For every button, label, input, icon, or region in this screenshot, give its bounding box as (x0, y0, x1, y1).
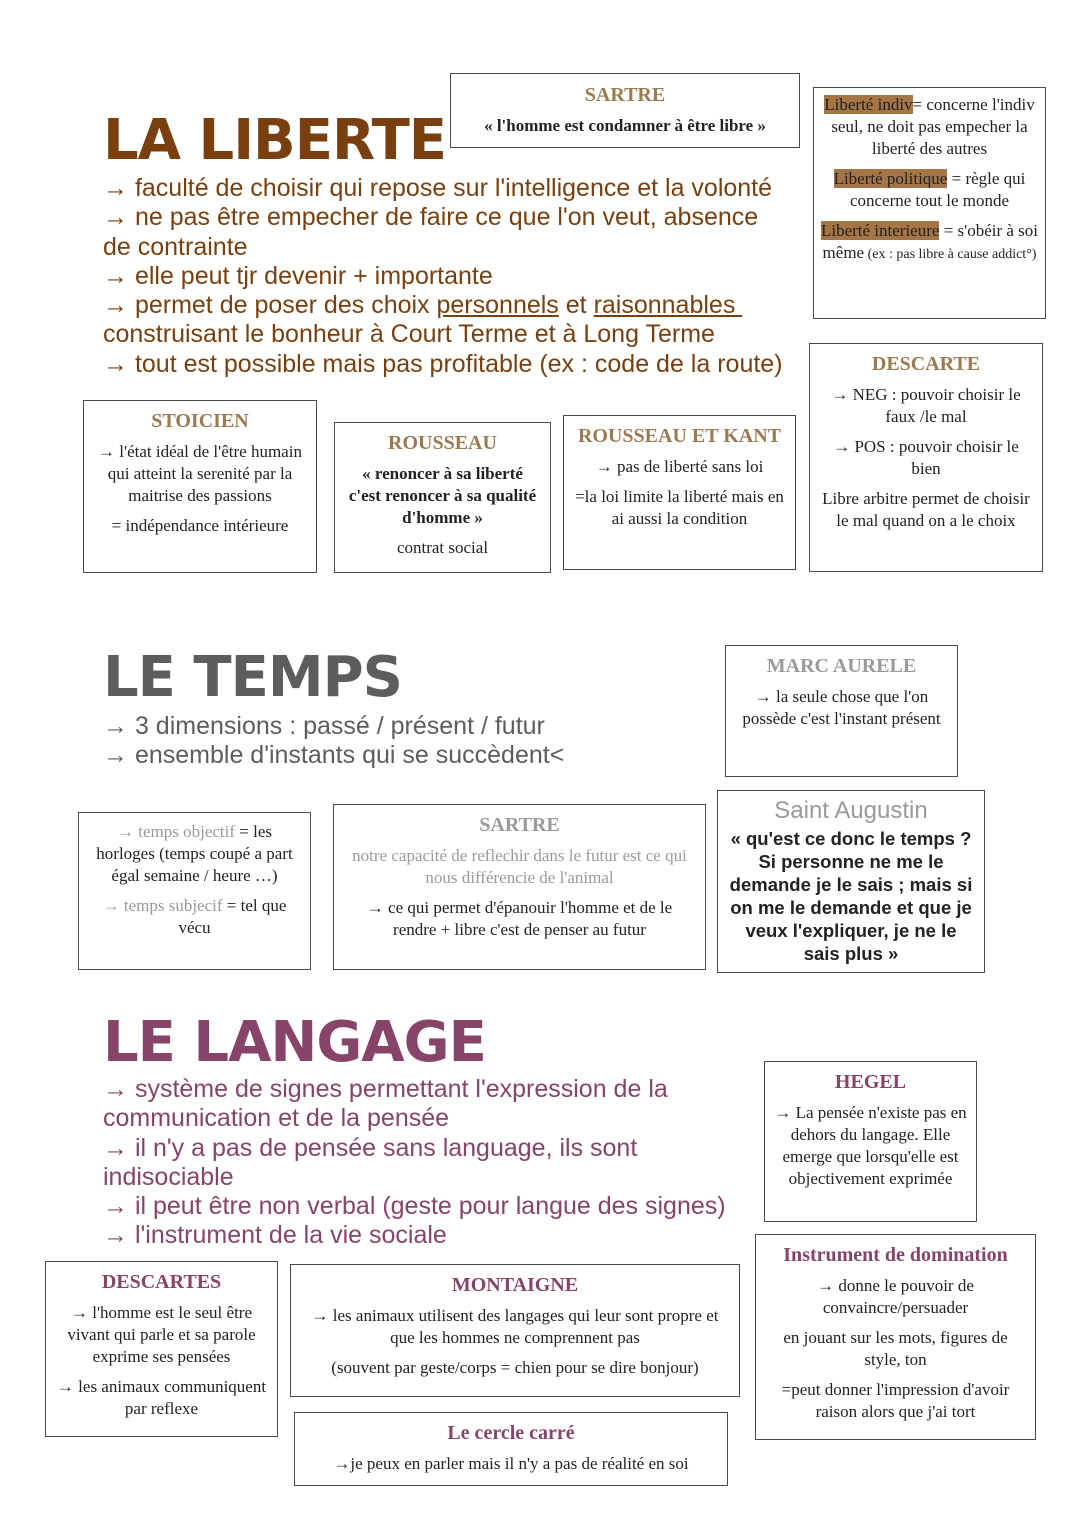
highlight-term: Liberté interieure (820, 221, 940, 240)
liberte-body (103, 174, 783, 379)
langage-line: → il n'y a pas de pensée sans language, ils sont (103, 1133, 638, 1162)
descartes-liberte-box (809, 343, 1043, 572)
langage-body (103, 1075, 726, 1251)
box-title: ROUSSEAU ET KANT (577, 425, 782, 447)
term-definition: = s'obéir à soi même (822, 221, 1039, 262)
highlight-term: Liberté indiv (824, 95, 913, 114)
box-text: → NEG : pouvoir choisir le faux /le mal (831, 385, 1021, 426)
langage-line: indisociable (103, 1162, 234, 1191)
langage-line: communication et de la pensée (103, 1104, 450, 1133)
box-text: contrat social (396, 538, 489, 557)
box-text (89, 895, 300, 939)
box-text: → l'homme est le seul être vivant qui parle et sa parole exprime ses pensées (67, 1303, 256, 1366)
box-title: DESCARTES (101, 1271, 222, 1293)
liberte-line: → ne pas être empecher de faire ce que l'on veut, absence (103, 203, 759, 232)
grey-term: → temps objectif (116, 822, 236, 841)
stoicien-box (83, 400, 317, 573)
temps-line: → ensemble d'instants qui se succèdent< (103, 741, 565, 770)
box-text: = indépendance intérieure (111, 516, 289, 535)
box-text (89, 821, 300, 887)
liberte-line: de contrainte (103, 232, 248, 261)
hegel-box (764, 1061, 977, 1222)
grey-term: → temps subjecif (102, 896, 223, 915)
box-quote: « l'homme est condamner à être libre » (484, 116, 766, 135)
term-definition: = tel que vécu (178, 896, 287, 937)
liberte-types-box (813, 87, 1046, 319)
liberte-line (103, 291, 783, 320)
box-title: MONTAIGNE (451, 1274, 579, 1296)
langage-line: → l'instrument de la vie sociale (103, 1221, 447, 1250)
cercle-carre-box (294, 1412, 728, 1486)
liberte-line: → tout est possible mais pas profitable (ex : code de la route) (103, 349, 783, 378)
box-text: Libre arbitre permet de choisir le mal quand on a le choix (822, 489, 1030, 530)
box-title: Instrument de domination (783, 1244, 1008, 1266)
term-definition: = les horloges (temps coupé a part égal semaine / heure …) (96, 822, 293, 885)
box-text: en jouant sur les mots, figures de style, ton (783, 1328, 1008, 1369)
liberte-underlined-word: personnels (436, 291, 559, 320)
liberte-title: LA LIBERTE (103, 108, 447, 173)
box-text: (souvent par geste/corps = chien pour se dire bonjour) (331, 1358, 699, 1377)
liberte-line: → elle peut tjr devenir + importante (103, 261, 493, 290)
sartre-temps-box (333, 804, 706, 970)
term-example: (ex : pas libre à cause addict°) (864, 247, 1037, 262)
langage-line: → système de signes permettant l'expression de la (103, 1075, 668, 1103)
montaigne-box (290, 1264, 740, 1397)
liberte-line: → faculté de choisir qui repose sur l'intelligence et la volonté (103, 174, 773, 202)
term-definition: = concerne l'indiv seul, ne doit pas empecher la liberté des autres (831, 95, 1035, 158)
box-text: → La pensée n'existe pas en dehors du langage. Elle emerge que lorsqu'elle est objectivement exprimée (774, 1103, 967, 1188)
liberte-line-part: et (558, 291, 594, 320)
box-text: → pas de liberté sans loi (595, 457, 764, 476)
term-definition: = règle qui concerne tout le monde (849, 169, 1026, 210)
box-title: Saint Augustin (774, 797, 928, 824)
box-text: → POS : pouvoir choisir le bien (833, 437, 1019, 478)
box-title: HEGEL (834, 1071, 907, 1093)
highlight-term: Liberté politique (833, 169, 948, 188)
descartes-langage-box (45, 1261, 278, 1437)
liberte-line-part: → permet de poser des choix (103, 291, 437, 320)
box-title: Le cercle carré (447, 1422, 575, 1444)
saint-augustin-box (717, 790, 985, 973)
liberte-politique (820, 168, 1039, 212)
liberte-underlined-word: raisonnables (593, 291, 743, 320)
box-title: SARTRE (584, 84, 666, 106)
box-title: STOICIEN (151, 410, 249, 432)
box-title: ROUSSEAU (388, 432, 497, 454)
box-text: → l'état idéal de l'être humain qui atteint la serenité par la maitrise des passions (98, 442, 302, 505)
box-text: → ce qui permet d'épanouir l'homme et de le rendre + libre c'est de penser au futur (366, 898, 673, 939)
box-text: →je peux en parler mais il n'y a pas de réalité en soi (333, 1454, 689, 1473)
box-text: =peut donner l'impression d'avoir raison alors que j'ai tort (781, 1380, 1010, 1421)
box-text: =la loi limite la liberté mais en ai aussi la condition (575, 487, 784, 528)
box-text: → les animaux utilisent des langages qui leur sont propre et que les hommes ne comprennent pas (311, 1306, 719, 1347)
box-quote: « qu'est ce donc le temps ? Si personne ne me le demande je le sais ; mais si on me le demande et que je veux l'expliquer, je ne le sais plus » (729, 828, 973, 964)
sartre-liberte-box (450, 73, 800, 148)
box-quote: « renoncer à sa liberté c'est renoncer à sa qualité d'homme » (348, 464, 537, 527)
box-title: SARTRE (479, 814, 560, 836)
liberte-line: construisant le bonheur à Court Terme et à Long Terme (103, 320, 715, 349)
box-title: MARC AURELE (766, 655, 917, 677)
box-text: → donne le pouvoir de convaincre/persuader (817, 1276, 974, 1317)
temps-body (103, 712, 564, 771)
instrument-domination-box (755, 1234, 1036, 1440)
box-text: → les animaux communiquent par reflexe (56, 1377, 267, 1418)
liberte-indiv (820, 94, 1039, 160)
temps-title: LE TEMPS (103, 645, 402, 710)
marc-aurele-box (725, 645, 958, 777)
box-text: → la seule chose que l'on possède c'est l'instant présent (742, 687, 941, 728)
rousseau-kant-box (563, 415, 796, 570)
langage-title: LE LANGAGE (103, 1010, 486, 1075)
box-text: notre capacité de reflechir dans le futur est ce qui nous différencie de l'animal (352, 846, 687, 887)
box-title: DESCARTE (871, 353, 981, 375)
liberte-interieure (820, 220, 1039, 266)
langage-line: → il peut être non verbal (geste pour langue des signes) (103, 1192, 726, 1221)
rousseau-box (334, 422, 551, 573)
temps-line: → 3 dimensions : passé / présent / futur (103, 712, 545, 740)
temps-objectif-box (78, 812, 311, 970)
